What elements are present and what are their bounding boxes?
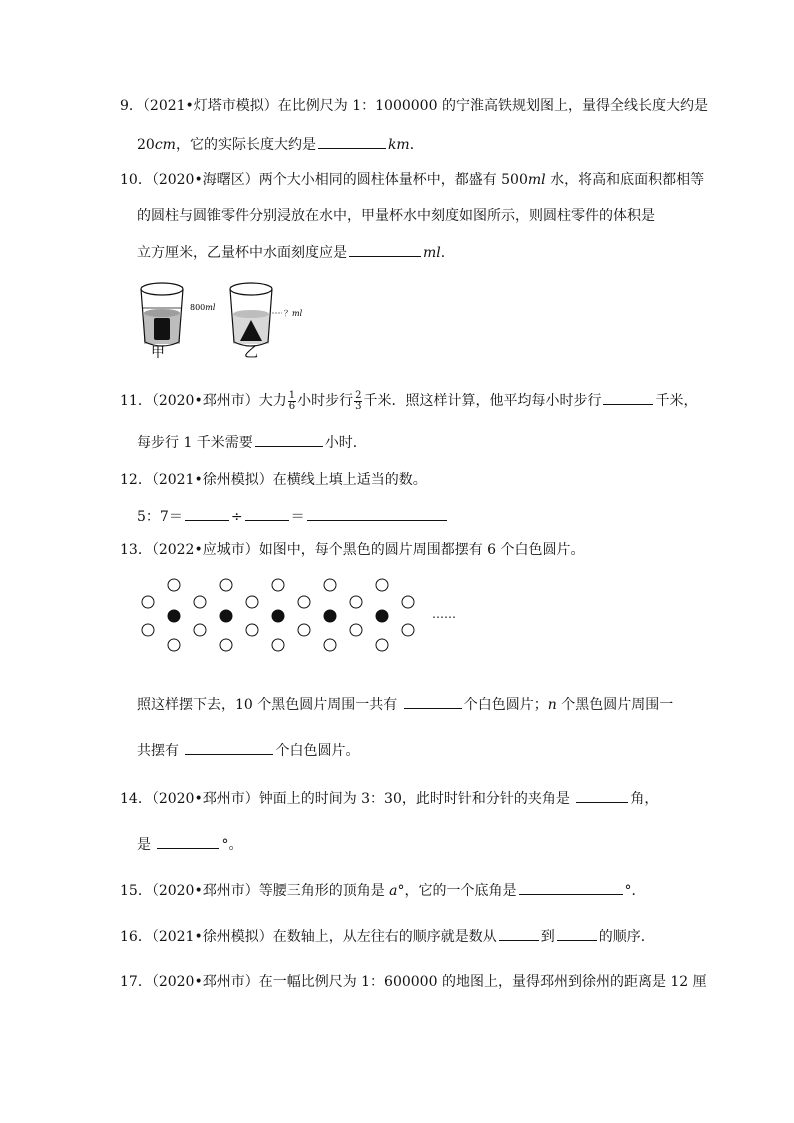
q11-line1 xyxy=(120,388,697,414)
q17-line1: 17．（2020•邳州市）在一幅比例尺为 1：600000 的地图上，量得邳州到徐州的距离是 12 厘 xyxy=(120,974,707,990)
q13-text: 个白色圆片。 xyxy=(275,743,360,759)
q10-line2: 的圆柱与圆锥零件分别浸放在水中，甲量杯水中刻度如图所示，则圆柱零件的体积是 xyxy=(137,208,655,224)
cup-jia xyxy=(141,283,183,346)
q11-line2 xyxy=(137,432,367,453)
white-disc xyxy=(350,624,362,636)
white-disc xyxy=(298,624,310,636)
white-disc xyxy=(246,624,258,636)
q15-var: a xyxy=(389,883,398,899)
jia-mark-label: 800ml xyxy=(190,303,216,312)
white-disc xyxy=(272,579,284,591)
yi-mark-label: ？ml xyxy=(284,309,303,318)
white-disc xyxy=(402,624,414,636)
q12-blank-1[interactable] xyxy=(185,506,229,521)
q9-unit: cm xyxy=(154,137,176,153)
white-disc xyxy=(376,579,388,591)
q13-text: 个白色圆片； xyxy=(463,697,548,713)
q13-line1: 13．（2022•应城市）如图中，每个黑色的圆片周围都摆有 6 个白色圆片。 xyxy=(120,542,585,558)
white-disc xyxy=(376,639,388,651)
q10-text: 水，将高和底面积都相等 xyxy=(545,172,705,188)
q13-blank-2[interactable] xyxy=(185,740,273,755)
q14-text: 角， xyxy=(630,791,659,807)
q9-unit: km xyxy=(387,137,410,153)
q10-text: 10．（2020•海曙区）两个大小相同的圆柱体量杯中，都盛有 500 xyxy=(120,172,528,188)
white-disc xyxy=(168,639,180,651)
q14-line1 xyxy=(120,788,658,809)
q14-text: 14．（2020•邳州市）钟面上的时间为 3：30，此时时针和分针的夹角是 xyxy=(120,791,575,807)
q13-ellipsis: …… xyxy=(432,607,456,621)
q15-line1 xyxy=(120,880,646,901)
q9-text: 20 xyxy=(137,137,155,153)
black-disc xyxy=(168,610,180,622)
q10-text: 立方厘米，乙量杯中水面刻度应是 xyxy=(137,245,347,261)
fraction-two-thirds: $\frac{2}{3}$ xyxy=(355,389,362,412)
white-disc xyxy=(142,596,154,608)
white-disc xyxy=(350,596,362,608)
q10-unit: ml xyxy=(527,172,546,188)
q12-blank-2[interactable] xyxy=(245,506,289,521)
q13-text: 个黑色圆片周围一 xyxy=(556,697,674,713)
q12-line2 xyxy=(137,506,449,527)
jia-caption: 甲 xyxy=(151,345,165,360)
q9-line1: 9．（2021•灯塔市模拟）在比例尺为 1：1000000 的宁淮高铁规划图上，量得全线长度大约是 xyxy=(120,98,708,114)
q14-blank-1[interactable] xyxy=(576,788,628,803)
q16-line1 xyxy=(120,926,655,947)
white-disc xyxy=(272,639,284,651)
q10-answer-blank[interactable] xyxy=(349,242,421,257)
q12-text: 5：7＝ xyxy=(137,509,183,525)
q16-text: 16．（2021•徐州模拟）在数轴上，从左往右的顺序就是数从 xyxy=(120,929,497,945)
q9-text: ． xyxy=(409,137,424,153)
q11-time-blank[interactable] xyxy=(255,432,323,447)
white-disc xyxy=(194,624,206,636)
q13-line2 xyxy=(137,694,673,715)
q16-blank-2[interactable] xyxy=(557,926,597,941)
q12-text: ＝ xyxy=(290,509,305,525)
q15-text: °，它的一个底角是 xyxy=(397,883,517,899)
q11-text: 小时． xyxy=(324,435,367,451)
q15-blank[interactable] xyxy=(519,880,623,895)
white-disc xyxy=(246,596,258,608)
black-disc xyxy=(376,610,388,622)
yi-caption: 乙 xyxy=(244,345,258,360)
q11-text: 千米， xyxy=(655,393,698,409)
q11-text: 每步行 1 千米需要 xyxy=(137,435,253,451)
q13-var: n xyxy=(547,697,557,713)
q10-text: ． xyxy=(440,245,455,261)
q14-line2 xyxy=(137,834,242,855)
q9-text: ，它的实际长度大约是 xyxy=(175,137,316,153)
white-disc xyxy=(142,624,154,636)
q13-text: 共摆有 xyxy=(137,743,184,759)
black-disc xyxy=(272,610,284,622)
q15-text: 15．（2020•邳州市）等腰三角形的顶角是 xyxy=(120,883,390,899)
q13-text: 照这样摆下去，10 个黑色圆片周围一共有 xyxy=(137,697,402,713)
q13-line3 xyxy=(137,740,359,761)
q16-blank-1[interactable] xyxy=(499,926,539,941)
white-disc xyxy=(324,639,336,651)
q14-text: °。 xyxy=(221,837,243,853)
q15-text: °． xyxy=(624,883,646,899)
q10-cups-figure xyxy=(132,280,322,360)
white-disc xyxy=(168,579,180,591)
white-disc xyxy=(402,596,414,608)
cylinder-part-icon xyxy=(154,318,170,340)
black-disc xyxy=(220,610,232,622)
q10-line1 xyxy=(120,170,704,190)
white-disc xyxy=(298,596,310,608)
q16-text: 到 xyxy=(540,929,555,945)
fraction-one-sixth: $\frac{1}{6}$ xyxy=(288,389,296,412)
q10-unit: ml xyxy=(423,245,441,261)
black-disc xyxy=(324,610,336,622)
q12-blank-3[interactable] xyxy=(307,506,447,521)
q12-text: ÷ xyxy=(230,509,243,525)
q13-blank-1[interactable] xyxy=(404,694,462,709)
q14-blank-2[interactable] xyxy=(157,834,219,849)
q14-text: 是 xyxy=(137,837,156,853)
q11-text: 小时步行 xyxy=(297,393,354,409)
q11-speed-blank[interactable] xyxy=(603,390,653,405)
q9-answer-blank[interactable] xyxy=(318,134,386,149)
q16-text: 的顺序． xyxy=(598,929,655,945)
q11-text: 11．（2020•邳州市）大力 xyxy=(120,393,287,409)
white-disc xyxy=(194,596,206,608)
cup-yi xyxy=(230,283,282,346)
white-disc xyxy=(324,579,336,591)
white-disc xyxy=(220,639,232,651)
q11-text: 千米．照这样计算，他平均每小时步行 xyxy=(363,393,602,409)
q13-dots-figure xyxy=(130,572,470,652)
q12-line1: 12．（2021•徐州模拟）在横线上填上适当的数。 xyxy=(120,472,427,488)
white-disc xyxy=(220,579,232,591)
q10-line3 xyxy=(137,242,455,263)
q9-line2 xyxy=(137,134,424,155)
